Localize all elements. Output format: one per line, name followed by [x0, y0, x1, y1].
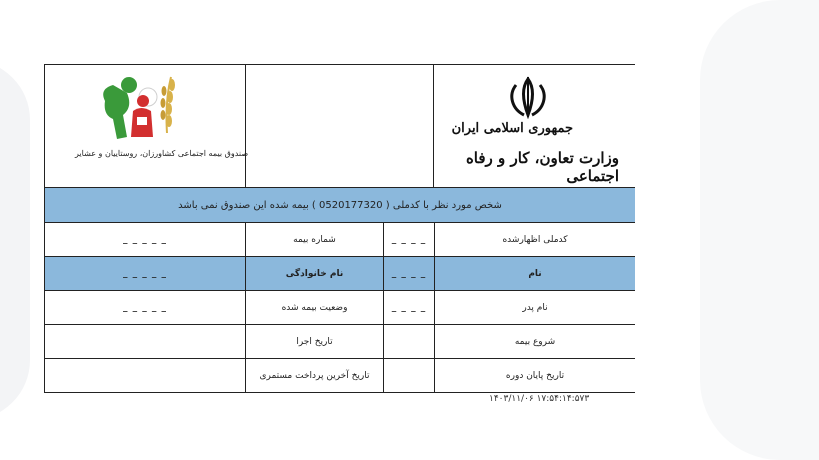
table-row	[45, 257, 635, 291]
value-cell: _ _ _ _	[384, 223, 435, 256]
ministry-line2: وزارت تعاون، کار و رفاه اجتماعی	[465, 149, 619, 185]
fund-logo-cell	[45, 65, 249, 187]
background-shape-left	[0, 60, 30, 420]
value-cell	[384, 359, 435, 392]
print-timestamp: ۱۴۰۳/۱۱/۰۶ ۱۷:۵۴:۱۴:۵۷۳	[489, 394, 590, 404]
label-cell: تاریخ آخرین پرداخت مستمری	[246, 359, 384, 392]
value-cell	[384, 325, 435, 358]
label-cell: شروع بیمه	[514, 336, 556, 347]
label-cell: تاریخ پایان دوره	[505, 370, 565, 381]
value-cell: _ _ _ _	[384, 257, 435, 290]
background-shape-right	[700, 0, 819, 460]
label-cell: نام	[528, 268, 542, 279]
ministry-line1: جمهوری اسلامی ایران	[451, 121, 573, 136]
insurance-inquiry-document	[44, 64, 635, 393]
label-cell: شماره بیمه	[246, 223, 384, 256]
value-cell: _ _ _ _	[384, 291, 435, 324]
label-cell: کدملی اظهارشده	[502, 234, 568, 245]
iran-emblem-icon	[506, 75, 550, 119]
table-row	[45, 291, 635, 325]
value-cell: _ _ _ _ _	[45, 257, 246, 290]
value-cell	[45, 359, 246, 392]
label-cell: وضعیت بیمه شده	[246, 291, 384, 324]
document-header	[45, 65, 635, 188]
header-blank-cell	[246, 65, 434, 187]
value-cell: _ _ _ _ _	[45, 223, 246, 256]
fund-logo-icon	[93, 71, 203, 151]
table-row	[45, 325, 635, 359]
fund-caption: صندوق بیمه اجتماعی کشاورزان، روستاییان و عشایر	[75, 149, 249, 158]
label-cell: نام خانوادگی	[246, 257, 384, 290]
label-cell: نام پدر	[522, 302, 548, 313]
value-cell	[45, 325, 246, 358]
notice-banner: شخص مورد نظر با کدملی ( 0520177320 ) بیمه شده این صندوق نمی باشد	[45, 188, 635, 223]
label-cell: تاریخ اجرا	[246, 325, 384, 358]
table-row	[45, 359, 635, 393]
value-cell: _ _ _ _ _	[45, 291, 246, 324]
table-row	[45, 223, 635, 257]
ministry-cell	[434, 65, 635, 187]
